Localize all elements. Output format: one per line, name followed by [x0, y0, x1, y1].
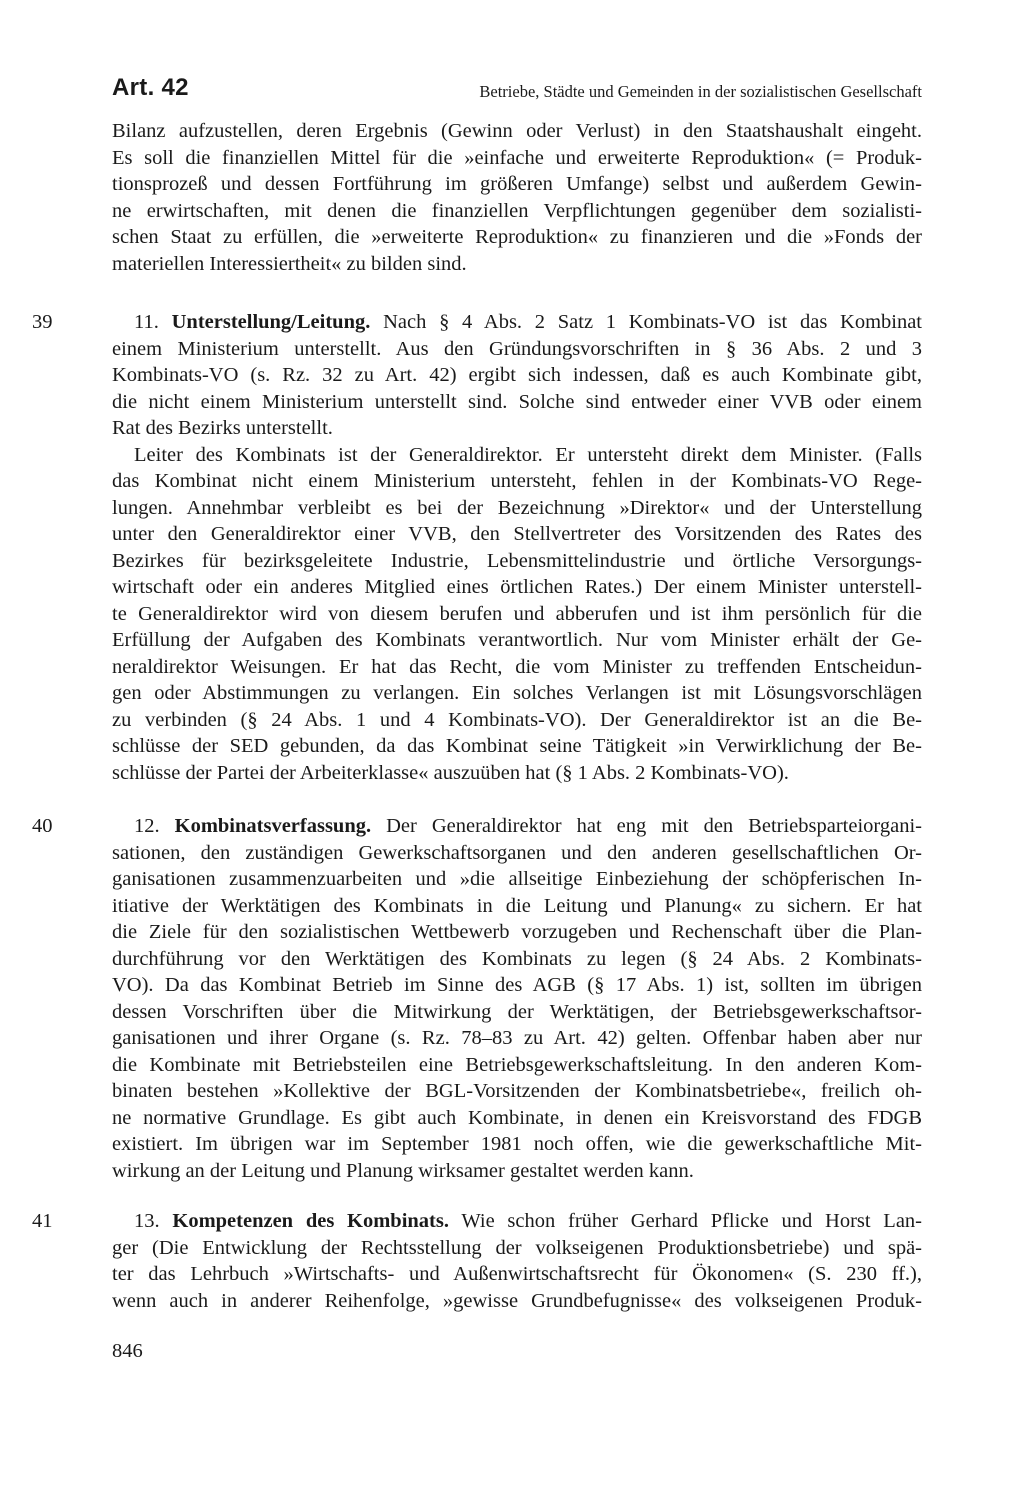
text-line: Erfüllung der Aufgaben des Kombinats verantwortlich. Nur vom Minister erhält der Ge-: [112, 629, 922, 651]
text-line: VO). Da das Kombinat Betrieb im Sinne des AGB (§ 17 Abs. 1) ist, sollten im übrigen: [112, 974, 922, 996]
text-line: schen Staat zu erfüllen, die »erweiterte Reproduktion« zu finanzieren und die »Fonds der: [112, 226, 922, 248]
section-unterstellung: [112, 309, 922, 786]
text-line: wirkung an der Leitung und Planung wirksamer gestaltet werden kann.: [112, 1159, 694, 1182]
section-kompetenzen: [112, 1208, 922, 1314]
text-line: Kombinats-VO (s. Rz. 32 zu Art. 42) ergibt sich indessen, daß es auch Kombinate gibt,: [112, 364, 922, 386]
text-line: tionsprozeß und dessen Fortführung im größeren Umfange) selbst und außerdem Gewin-: [112, 173, 922, 195]
text-line: unter den Generaldirektor einer VVB, den Stellvertreter des Vorsitzenden des Rates des: [112, 523, 922, 545]
margin-number: 41: [32, 1210, 53, 1232]
text-line: ne normative Grundlage. Es gibt auch Kombinate, in denen ein Kreisvorstand des FDGB: [112, 1106, 922, 1129]
section-number: 11.: [134, 311, 159, 333]
running-title: Betriebe, Städte und Gemeinden in der sozialistischen Gesellschaft: [479, 82, 922, 101]
text-line: lungen. Annehmbar verbleibt es bei der Bezeichnung »Direktor« und der Unterstellung: [112, 496, 922, 519]
text-line: schlüsse der Partei der Arbeiterklasse« auszuüben hat (§ 1 Abs. 2 Kombinats-VO).: [112, 761, 789, 784]
intro-paragraph: [112, 118, 922, 277]
section-number: 13.: [134, 1210, 160, 1232]
article-label: Art. 42: [112, 74, 189, 101]
page-header: [112, 70, 922, 110]
text-line: ter das Lehrbuch »Wirtschafts- und Außenwirtschaftsrecht für Ökonomen« (S. 230 ff.),: [112, 1263, 922, 1285]
text-line: Bezirkes für bezirksgeleitete Industrie, Lebensmittelindustrie und örtliche Versorgungs-: [112, 549, 922, 572]
text-line: existiert. Im übrigen war im September 1981 noch offen, wie die gewerkschaftliche Mit-: [112, 1133, 922, 1155]
page-number: 846: [112, 1340, 143, 1362]
text-fragment: Der Generaldirektor hat eng mit den Betriebsparteiorgani-: [386, 815, 922, 837]
text-line: ne erwirtschaften, mit denen die finanziellen Verpflichtungen gegenüber dem sozialisti-: [112, 199, 922, 222]
text-line: das Kombinat nicht einem Ministerium untersteht, fehlen in der Kombinats-VO Rege-: [112, 470, 922, 492]
text-line: durchführung vor den Werktätigen des Kombinats zu legen (§ 24 Abs. 2 Kombinats-: [112, 947, 922, 970]
section-title: Kombinatsverfassung.: [174, 815, 372, 837]
text-line: sationen, den zuständigen Gewerkschaftsorganen und den anderen gesellschaftlichen Or-: [112, 841, 922, 864]
text-line: wirtschaft oder ein anderes Mitglied eines örtlichen Rates.) Der einem Minister unterstell-: [112, 576, 922, 598]
text-line: einem Ministerium unterstellt. Aus den Gründungsvorschriften in § 36 Abs. 2 und 3: [112, 337, 922, 360]
text-line: Bilanz aufzustellen, deren Ergebnis (Gewinn oder Verlust) in den Staatshaushalt eingeht.: [112, 120, 922, 142]
text-line: zu verbinden (§ 24 Abs. 1 und 4 Kombinats-VO). Der Generaldirektor ist an die Be-: [112, 708, 922, 731]
text-line: die Kombinate mit Betriebsteilen eine Betriebsgewerkschaftsleitung. In den anderen Kom-: [112, 1053, 922, 1076]
text-line: materiellen Interessiertheit« zu bilden sind.: [112, 252, 467, 275]
text-line: wenn auch in anderer Reihenfolge, »gewisse Grundbefugnisse« des volkseigenen Produk-: [112, 1289, 922, 1312]
text-line: Rat des Bezirks unterstellt.: [112, 417, 333, 439]
text-line: itiative der Werktätigen des Kombinats in die Leitung und Planung« zu sichern. Er hat: [112, 894, 922, 917]
text-line: Es soll die finanziellen Mittel für die »einfache und erweiterte Reproduktion« (= Produk-: [112, 146, 922, 169]
section-heading-line: [112, 813, 922, 840]
text-line: te Generaldirektor wird von diesem berufen und abberufen und ist ihm persönlich für die: [112, 602, 922, 625]
text-line: schlüsse der SED gebunden, da das Kombinat seine Tätigkeit »in Verwirklichung der Be-: [112, 735, 922, 757]
text-fragment: Wie schon früher Gerhard Pflicke und Horst Lan-: [461, 1210, 923, 1232]
section-heading-line: [112, 309, 922, 336]
section-title: Kompetenzen des Kombinats.: [172, 1210, 449, 1232]
text-line: Leiter des Kombinats ist der Generaldirektor. Er untersteht direkt dem Minister. (Falls: [134, 443, 922, 466]
text-line: binaten bestehen »Kollektive der BGL-Vorsitzenden der Kombinatsbetriebe«, freilich oh-: [112, 1080, 922, 1102]
section-title: Unterstellung/Leitung.: [171, 311, 371, 333]
text-line: die nicht einem Ministerium unterstellt sind. Solche sind entweder einer VVB oder einem: [112, 390, 922, 413]
text-line: die Ziele für den sozialistischen Wettbewerb vorzugeben und Rechenschaft über die Plan-: [112, 921, 922, 943]
section-heading-line: [112, 1208, 922, 1235]
text-line: neraldirektor Weisungen. Er hat das Recht, die vom Minister zu treffenden Entscheidun-: [112, 655, 922, 678]
text-line: dessen Vorschriften über die Mitwirkung der Werktätigen, der Betriebsgewerkschaftsor-: [112, 1000, 922, 1023]
text-line: ganisationen zusammenzuarbeiten und »die allseitige Einbeziehung der schöpferischen In-: [112, 868, 922, 890]
section-number: 12.: [134, 815, 160, 837]
text-line: ger (Die Entwicklung der Rechtsstellung der volkseigenen Produktionsbetriebe) und spä-: [112, 1236, 922, 1259]
section-kombinatsverfassung: [112, 813, 922, 1184]
margin-number: 40: [32, 815, 53, 837]
margin-number: 39: [32, 311, 53, 333]
text-fragment: Nach § 4 Abs. 2 Satz 1 Kombinats-VO ist das Kombinat: [383, 311, 923, 333]
text-line: gen oder Abstimmungen zu verlangen. Ein solches Verlangen ist mit Lösungsvorschlägen: [112, 682, 922, 704]
text-line: ganisationen und ihrer Organe (s. Rz. 78–83 zu Art. 42) gelten. Offenbar haben aber nur: [112, 1027, 922, 1049]
